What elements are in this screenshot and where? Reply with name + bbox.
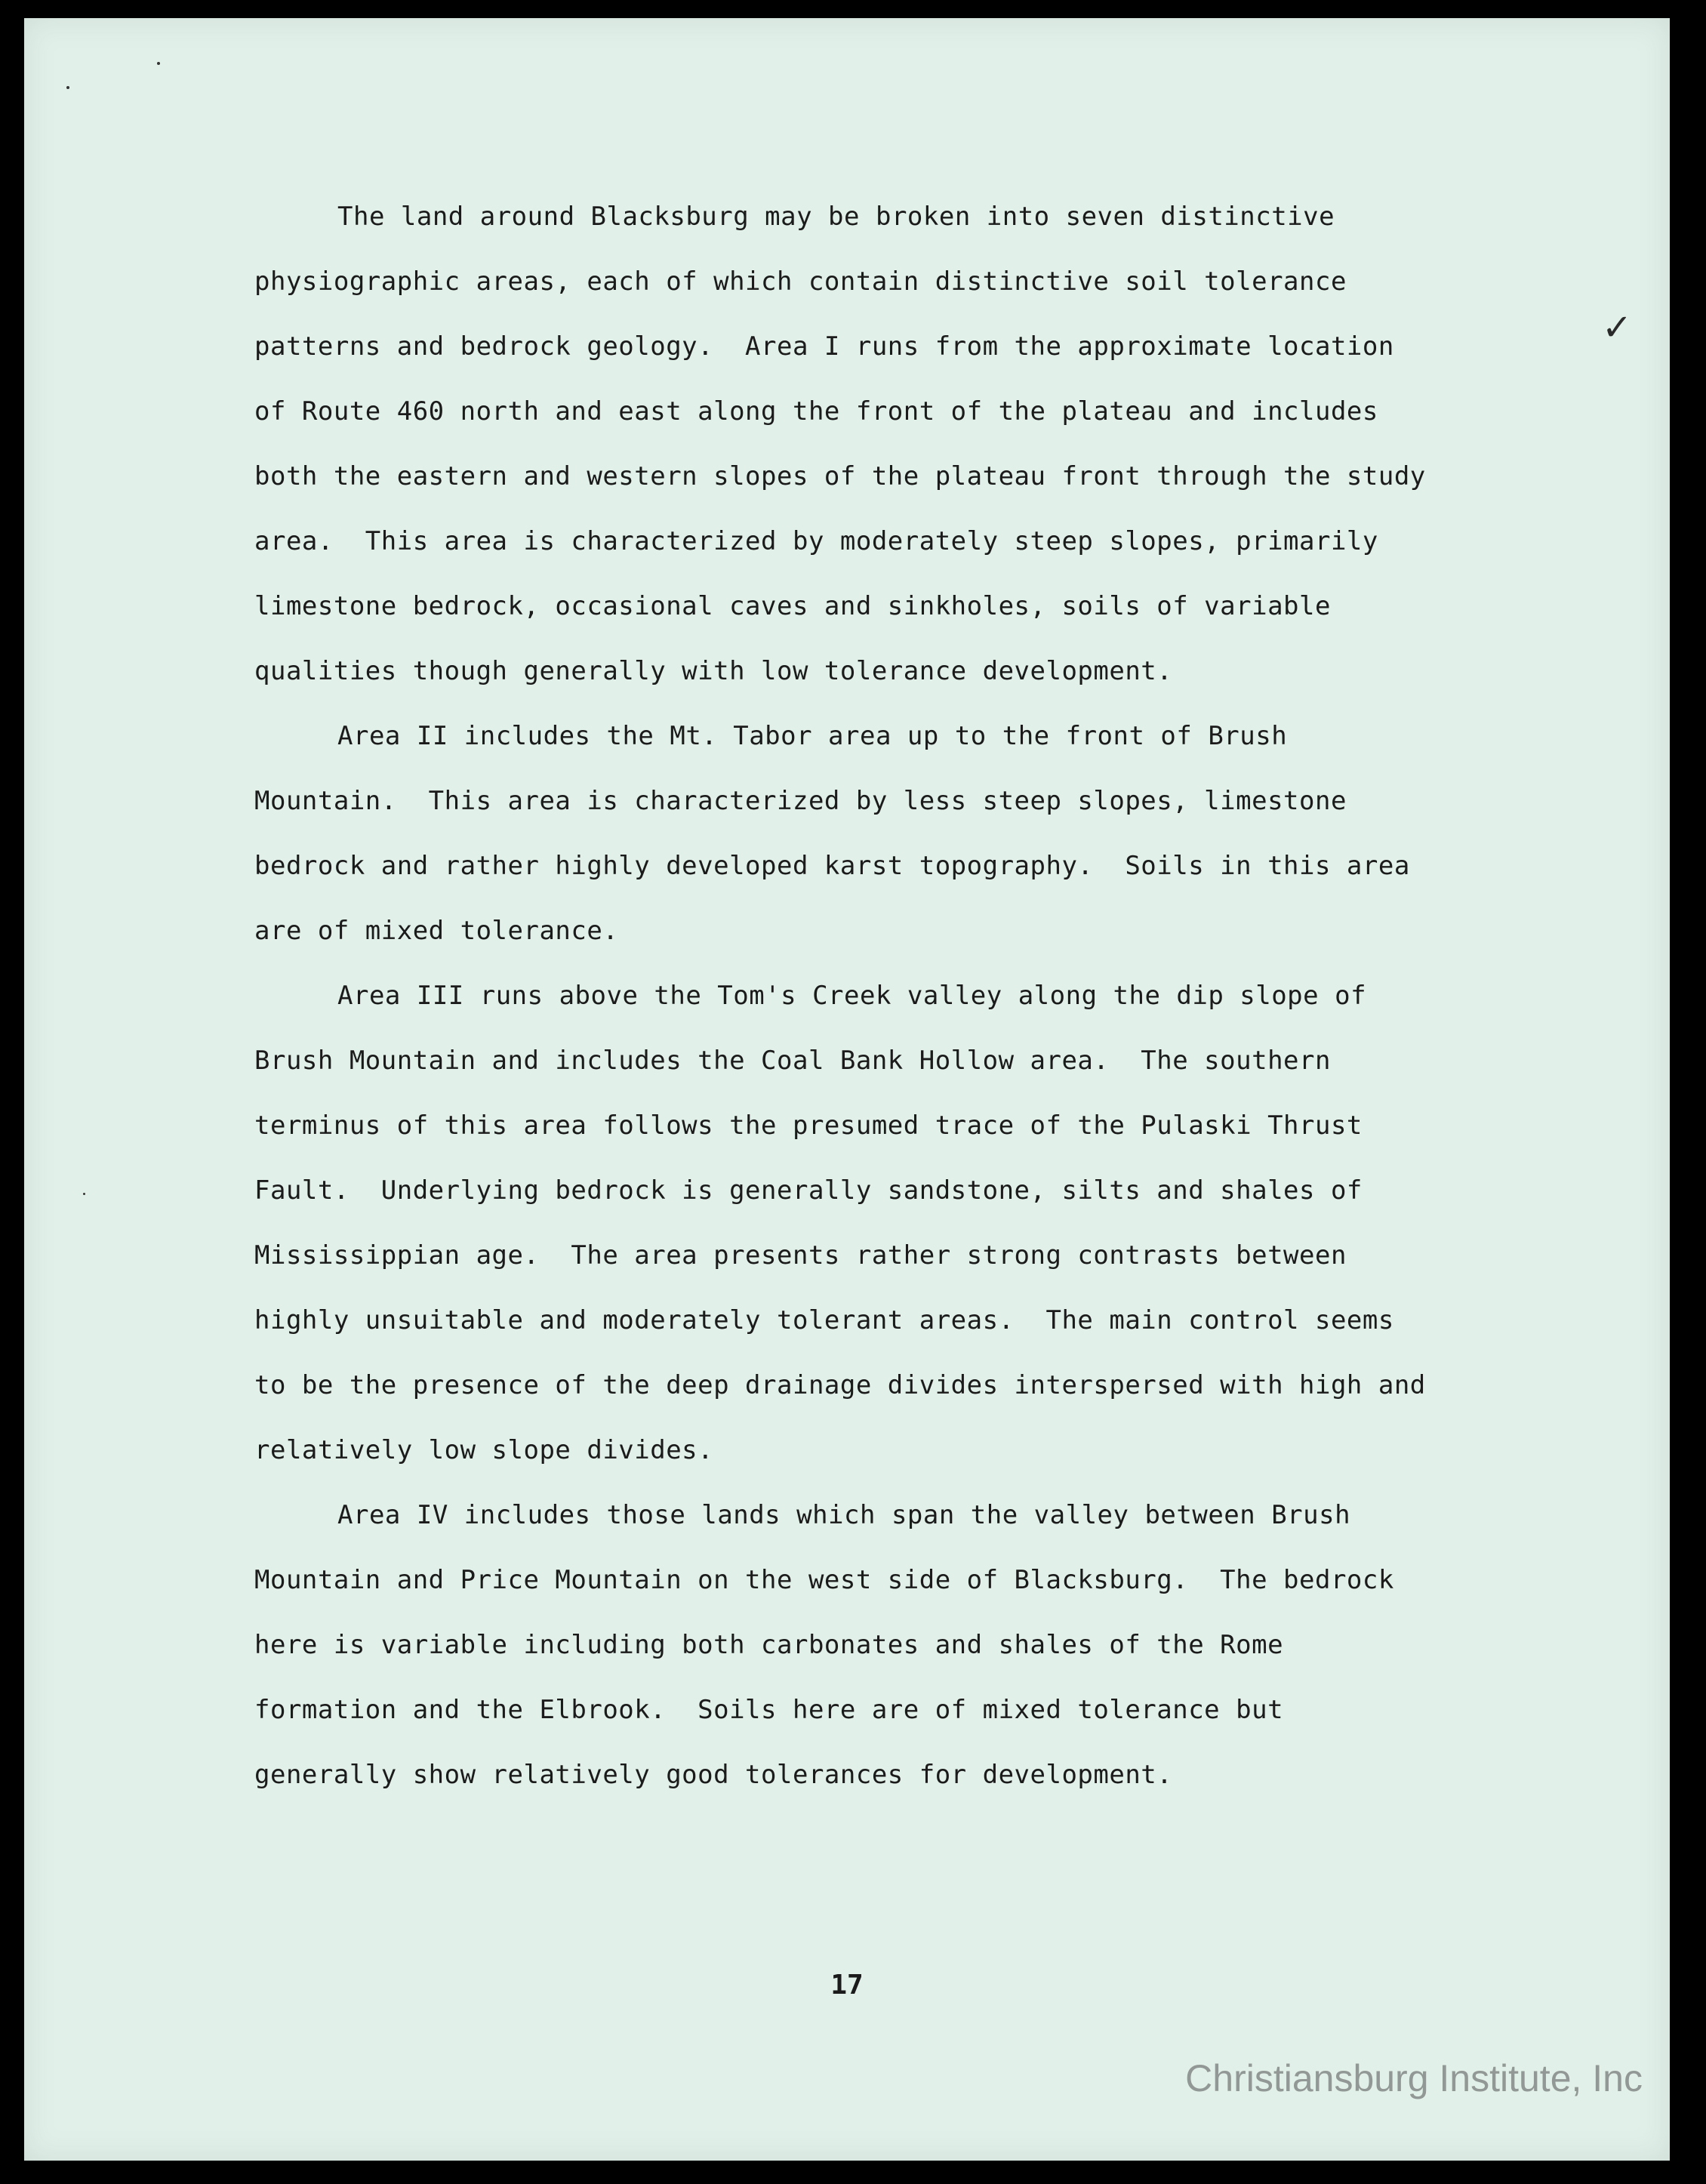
text-line: terminus of this area follows the presumed trace of the Pulaski Thrust	[254, 1110, 1363, 1141]
text-line: Area II includes the Mt. Tabor area up to the front of Brush	[337, 721, 1288, 751]
paper-speck	[157, 62, 160, 65]
text-line: patterns and bedrock geology. Area I runs from the approximate location	[254, 331, 1394, 362]
text-line: here is variable including both carbonates and shales of the Rome	[254, 1630, 1284, 1660]
text-line: Area IV includes those lands which span the valley between Brush	[337, 1500, 1351, 1530]
text-line: both the eastern and western slopes of the plateau front through the study	[254, 461, 1426, 491]
text-line: The land around Blacksburg may be broken into seven distinctive	[337, 202, 1335, 232]
paragraph-4	[254, 1483, 1523, 1807]
text-line: limestone bedrock, occasional caves and sinkholes, soils of variable	[254, 591, 1331, 621]
text-line: highly unsuitable and moderately tolerant areas. The main control seems	[254, 1305, 1394, 1335]
text-line: of Route 460 north and east along the front of the plateau and includes	[254, 396, 1378, 427]
page-number: 17	[830, 1970, 864, 2001]
paragraph-3	[254, 963, 1523, 1483]
watermark-text: Christiansburg Institute, Inc	[1185, 2057, 1643, 2099]
text-line: are of mixed tolerance.	[254, 916, 619, 946]
paper-speck	[83, 1193, 85, 1195]
paragraph-2	[254, 704, 1523, 963]
text-line: formation and the Elbrook. Soils here are of mixed tolerance but	[254, 1695, 1284, 1725]
margin-checkmark: ✓	[1602, 306, 1633, 349]
paper-speck	[66, 86, 69, 89]
text-line: qualities though generally with low tolerance development.	[254, 656, 1173, 686]
text-line: Mississippian age. The area presents rather strong contrasts between	[254, 1240, 1347, 1271]
text-line: Mountain. This area is characterized by less steep slopes, limestone	[254, 786, 1347, 816]
text-line: generally show relatively good tolerances for development.	[254, 1760, 1173, 1790]
text-line: Brush Mountain and includes the Coal Bank Hollow area. The southern	[254, 1046, 1331, 1076]
document-page	[24, 18, 1670, 2161]
text-line: area. This area is characterized by moderately steep slopes, primarily	[254, 526, 1378, 556]
text-line: bedrock and rather highly developed karst topography. Soils in this area	[254, 851, 1410, 881]
text-line: physiographic areas, each of which contain distinctive soil tolerance	[254, 266, 1347, 297]
text-line: relatively low slope divides.	[254, 1435, 714, 1465]
text-line: to be the presence of the deep drainage divides interspersed with high and	[254, 1370, 1426, 1400]
body-text	[254, 184, 1523, 1807]
paragraph-1	[254, 184, 1523, 704]
text-line: Area III runs above the Tom's Creek valley along the dip slope of	[337, 981, 1367, 1011]
text-line: Fault. Underlying bedrock is generally sandstone, silts and shales of	[254, 1175, 1363, 1206]
text-line: Mountain and Price Mountain on the west side of Blacksburg. The bedrock	[254, 1565, 1394, 1595]
